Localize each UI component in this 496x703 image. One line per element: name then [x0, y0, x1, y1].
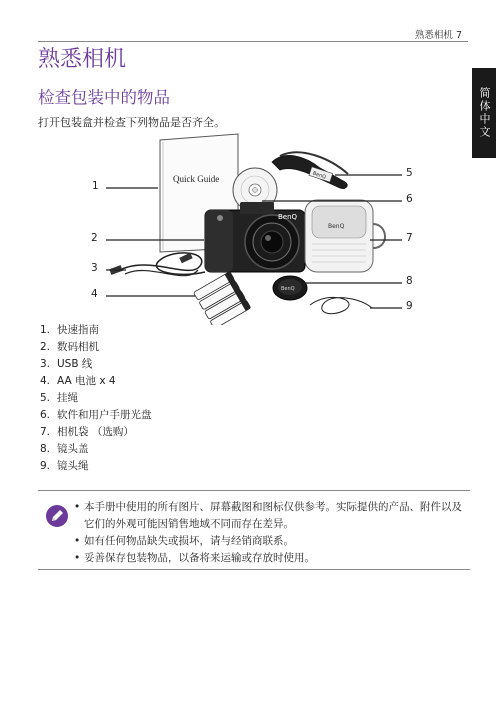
list-item: 4. AA 电池 x 4: [40, 375, 116, 387]
camera-illustration: [205, 202, 305, 272]
list-item: 6. 软件和用户手册光盘: [40, 409, 152, 421]
pencil-icon: [46, 505, 68, 527]
list-item: 3. USB 线: [40, 358, 93, 370]
callout-5: 5: [406, 167, 413, 179]
camera-bag-illustration: [305, 200, 385, 272]
note-box: [38, 490, 470, 570]
intro-text: 打开包装盒并检查下列物品是否齐全。: [38, 116, 225, 129]
bag-brand: BenQ: [328, 223, 345, 230]
list-item: 9. 镜头绳: [40, 460, 89, 472]
callout-6: 6: [406, 193, 413, 205]
note-bullet: • 本手册中使用的所有图片、屏幕截图和图标仅供参考。实际提供的产品、附件以及它们的外观可能因销售地域不同而存在差异。: [72, 499, 467, 533]
cap-brand: BenQ: [281, 286, 295, 292]
list-item: 5. 挂绳: [40, 392, 78, 404]
callout-2: 2: [91, 232, 98, 244]
package-illustration: [0, 130, 496, 325]
callout-4: 4: [91, 288, 98, 300]
package-contents-figure: [0, 130, 496, 325]
strap-brand: BenQ: [311, 170, 327, 181]
note-bullet: • 如有任何物品缺失或损坏，请与经销商联系。: [72, 533, 467, 550]
page-title: 熟悉相机: [38, 47, 127, 72]
lens-cap-illustration: [273, 276, 307, 300]
strap-illustration: [272, 152, 348, 188]
batteries-illustration: [193, 272, 250, 325]
list-item: 1. 快速指南: [40, 324, 99, 336]
callout-1: 1: [92, 180, 99, 192]
callout-7: 7: [406, 232, 413, 244]
note-bullet: • 妥善保存包装物品，以备将来运输或存放时使用。: [72, 550, 467, 567]
running-header: 熟悉相机 7: [414, 30, 462, 41]
list-item: 8. 镜头盖: [40, 443, 89, 455]
lens-cord-illustration: [310, 297, 372, 313]
list-item: 2. 数码相机: [40, 341, 99, 353]
callout-8: 8: [406, 275, 413, 287]
callout-9: 9: [406, 300, 413, 312]
guide-label: Quick Guide: [173, 174, 220, 184]
note-text: [72, 499, 467, 567]
camera-brand: BenQ: [278, 213, 298, 221]
contents-list: [40, 322, 152, 475]
section-title: 检查包装中的物品: [38, 88, 170, 107]
usb-cable-illustration: [109, 253, 205, 276]
callout-3: 3: [91, 262, 98, 274]
language-tab: 简体中文: [472, 68, 496, 158]
list-item: 7. 相机袋 （选购）: [40, 426, 134, 438]
